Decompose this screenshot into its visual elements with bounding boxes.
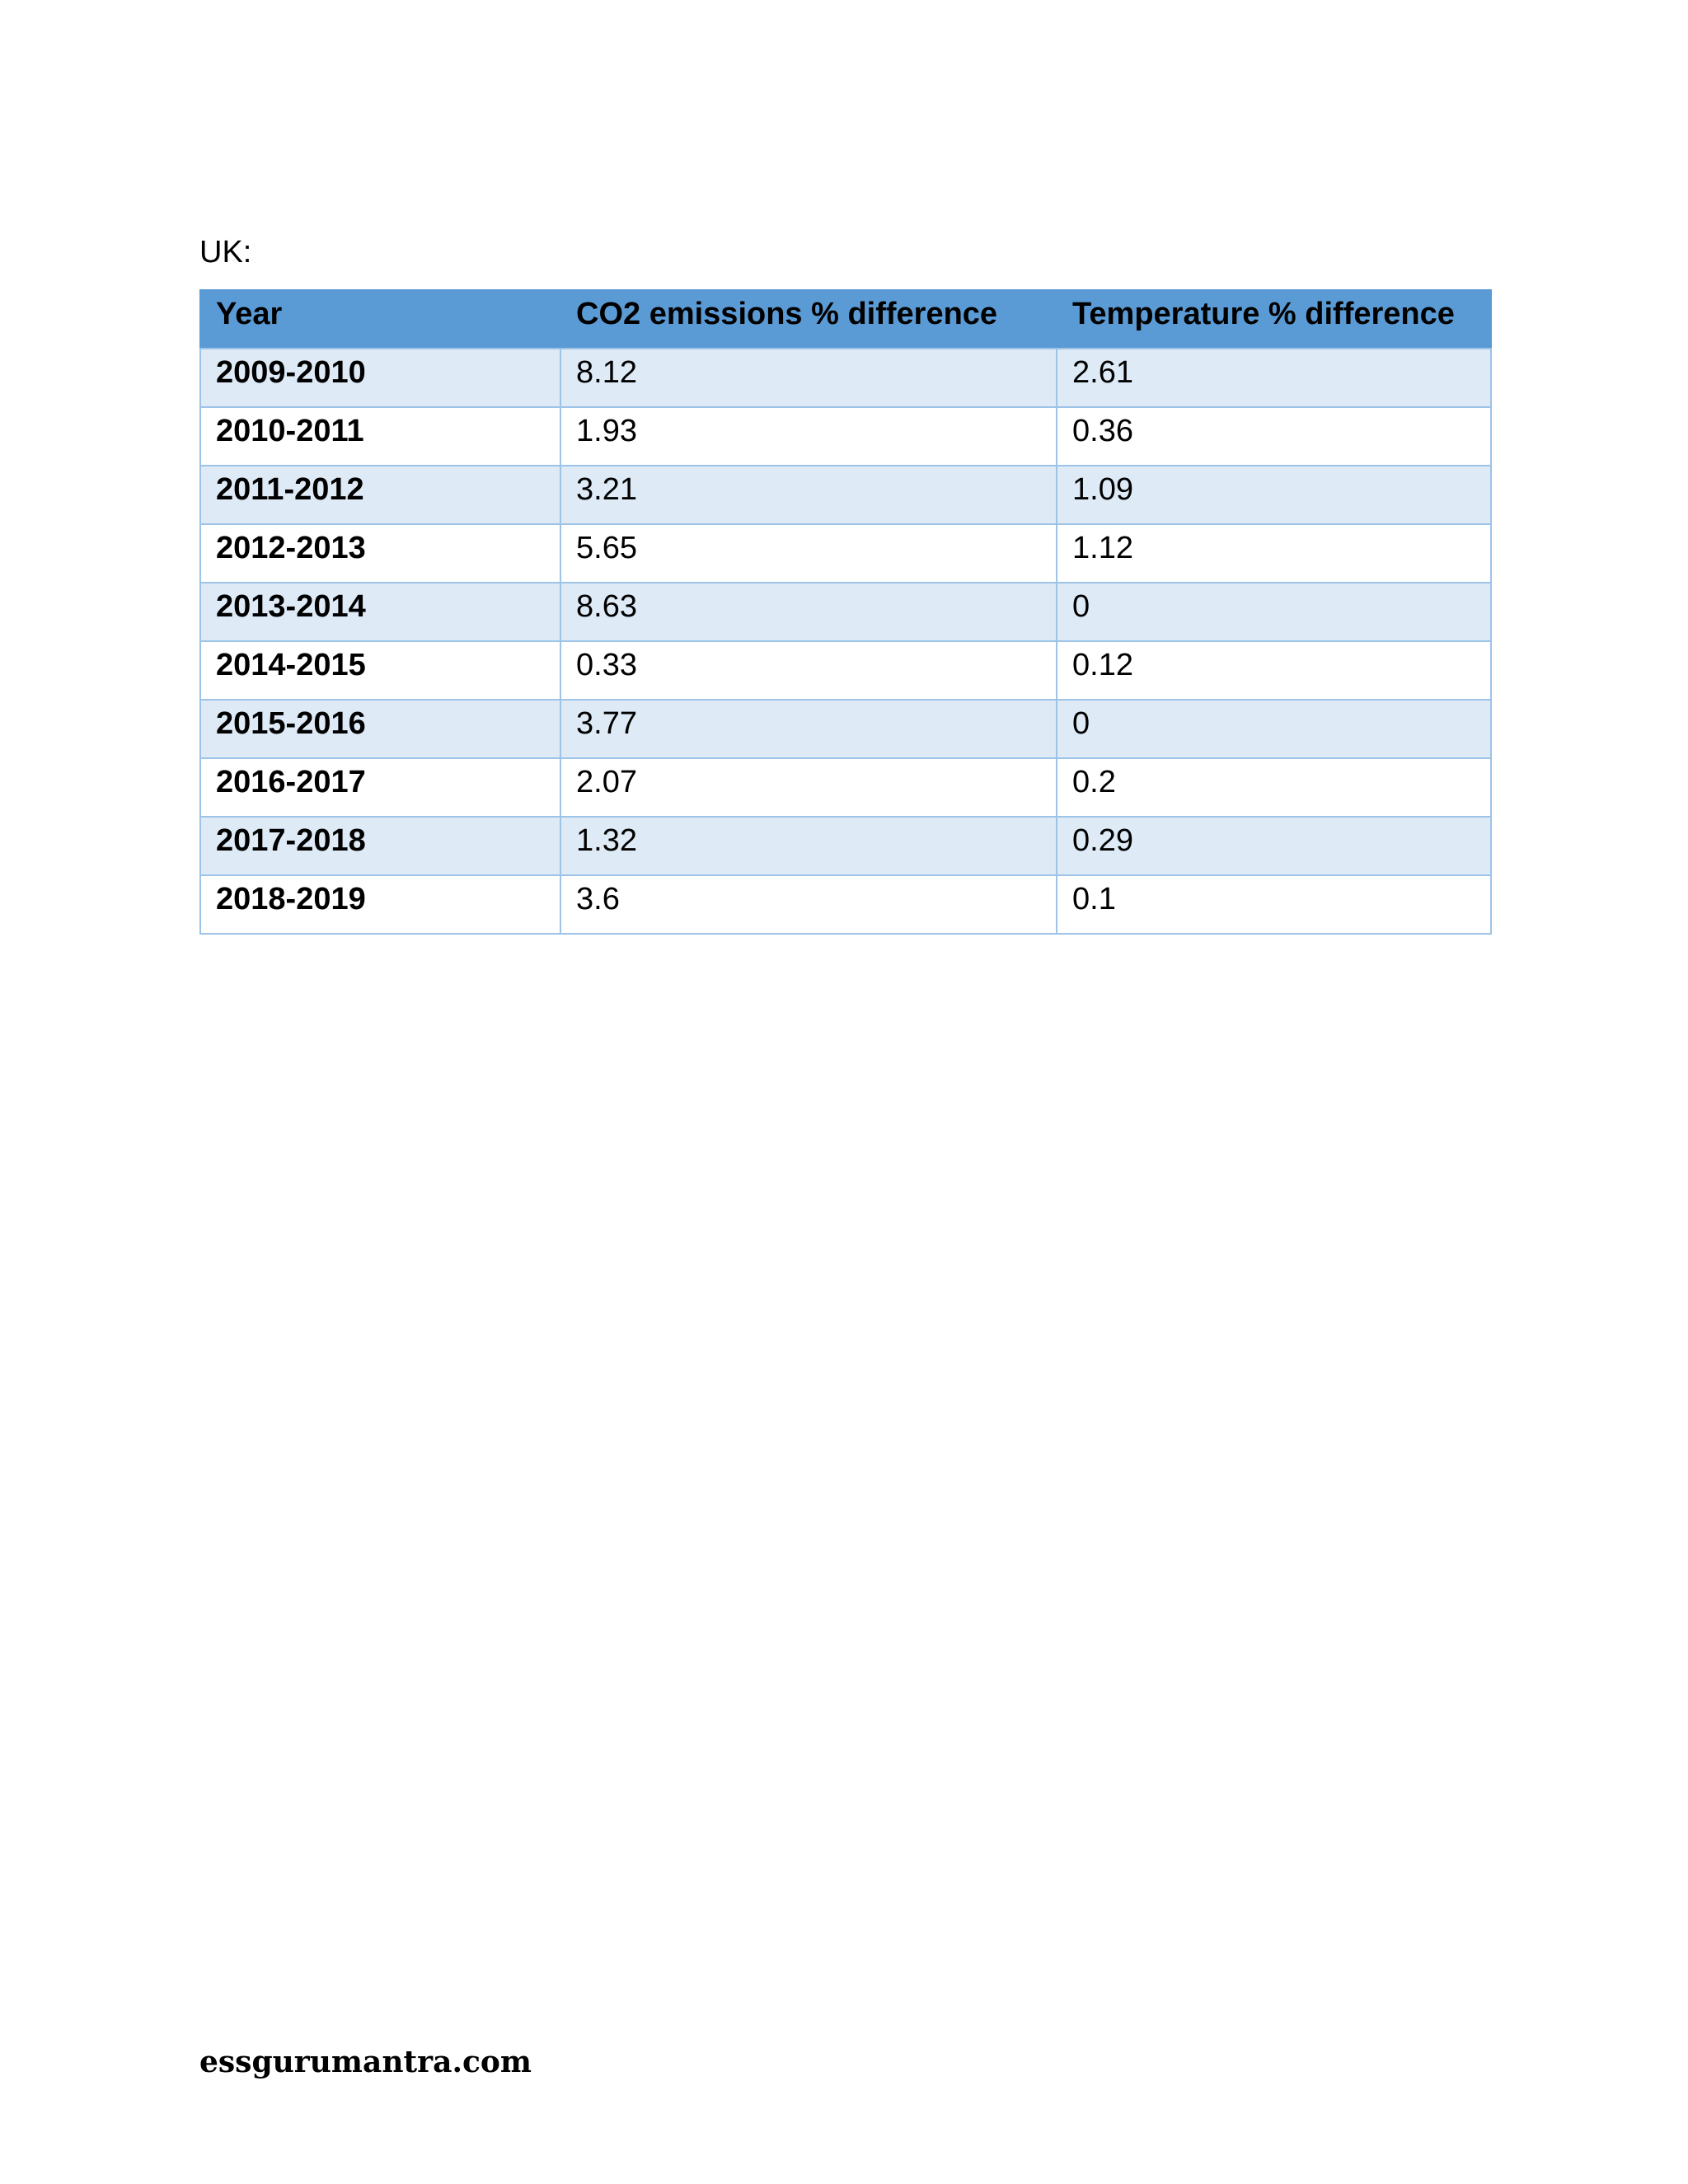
temperature-cell: 0.12: [1057, 641, 1491, 700]
co2-cell: 8.12: [560, 349, 1057, 407]
temperature-cell: 0.36: [1057, 407, 1491, 466]
year-cell: 2012-2013: [200, 524, 560, 583]
temperature-cell: 1.12: [1057, 524, 1491, 583]
co2-cell: 0.33: [560, 641, 1057, 700]
temperature-cell: 2.61: [1057, 349, 1491, 407]
header-year: Year: [200, 290, 560, 349]
co2-cell: 1.93: [560, 407, 1057, 466]
table-row: [200, 641, 1491, 700]
co2-cell: 2.07: [560, 758, 1057, 817]
table-row: [200, 407, 1491, 466]
co2-cell: 8.63: [560, 583, 1057, 641]
co2-cell: 5.65: [560, 524, 1057, 583]
table-row: [200, 875, 1491, 934]
header-co2-difference: CO2 emissions % difference: [560, 290, 1057, 349]
year-cell: 2015-2016: [200, 700, 560, 758]
site-footer: essgurumantra.com: [199, 2045, 532, 2079]
co2-cell: 1.32: [560, 817, 1057, 875]
emissions-temperature-table: [199, 289, 1492, 935]
temperature-cell: 0.2: [1057, 758, 1491, 817]
temperature-cell: 1.09: [1057, 466, 1491, 524]
year-cell: 2018-2019: [200, 875, 560, 934]
temperature-cell: 0: [1057, 583, 1491, 641]
temperature-cell: 0.1: [1057, 875, 1491, 934]
co2-cell: 3.77: [560, 700, 1057, 758]
table-row: [200, 349, 1491, 407]
table-header-row: [200, 290, 1491, 349]
table-row: [200, 524, 1491, 583]
temperature-cell: 0.29: [1057, 817, 1491, 875]
year-cell: 2009-2010: [200, 349, 560, 407]
year-cell: 2016-2017: [200, 758, 560, 817]
year-cell: 2013-2014: [200, 583, 560, 641]
year-cell: 2014-2015: [200, 641, 560, 700]
table-row: [200, 817, 1491, 875]
header-temperature-difference: Temperature % difference: [1057, 290, 1491, 349]
section-heading: UK:: [199, 235, 252, 269]
table-row: [200, 466, 1491, 524]
table-row: [200, 758, 1491, 817]
co2-cell: 3.6: [560, 875, 1057, 934]
co2-cell: 3.21: [560, 466, 1057, 524]
table-row: [200, 583, 1491, 641]
year-cell: 2010-2011: [200, 407, 560, 466]
table-row: [200, 700, 1491, 758]
temperature-cell: 0: [1057, 700, 1491, 758]
year-cell: 2011-2012: [200, 466, 560, 524]
year-cell: 2017-2018: [200, 817, 560, 875]
